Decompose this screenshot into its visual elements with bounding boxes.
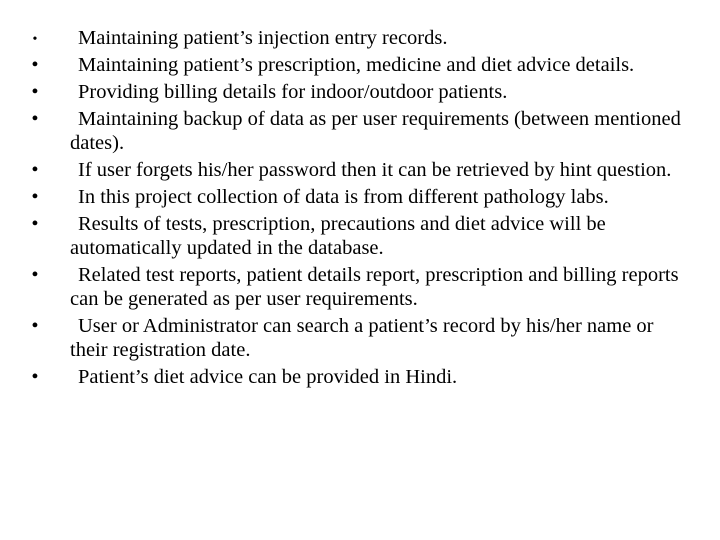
bullet-icon: • [31,159,39,181]
bullet-icon: • [31,315,39,337]
list-item [28,263,696,311]
list-item-text: User or Administrator can search a patient’s record by his/her name or their registration date. [70,315,654,361]
bullet-icon: • [31,108,39,130]
bullet-icon: • [31,81,39,103]
list-item-text: Maintaining patient’s injection entry records. [78,27,448,49]
list-item [28,212,696,260]
list-item-text: Maintaining backup of data as per user requirements (between mentioned dates). [70,108,681,154]
bullet-icon: • [31,213,39,235]
list-item [28,53,696,77]
list-item [28,158,696,182]
list-item-text: Providing billing details for indoor/outdoor patients. [78,81,508,103]
list-item-text: Related test reports, patient details report, prescription and billing reports can be generated as per user requirements. [70,264,679,310]
list-item-text: In this project collection of data is from different pathology labs. [78,186,609,208]
list-item [28,26,696,50]
bullet-list [28,26,696,392]
list-item [28,80,696,104]
list-item-text: Results of tests, prescription, precautions and diet advice will be automatically updated in the database. [70,213,606,259]
list-item [28,314,696,362]
bullet-icon: • [31,186,39,208]
bullet-icon: • [31,366,39,388]
bullet-icon: • [31,264,39,286]
list-item-text: If user forgets his/her password then it can be retrieved by hint question. [78,159,672,181]
list-item-text: Patient’s diet advice can be provided in Hindi. [78,366,458,388]
list-item [28,107,696,155]
list-item-text: Maintaining patient’s prescription, medicine and diet advice details. [78,54,635,76]
bullet-icon: • [31,54,39,76]
list-item [28,365,696,389]
bullet-icon: • [32,32,38,47]
list-item [28,185,696,209]
